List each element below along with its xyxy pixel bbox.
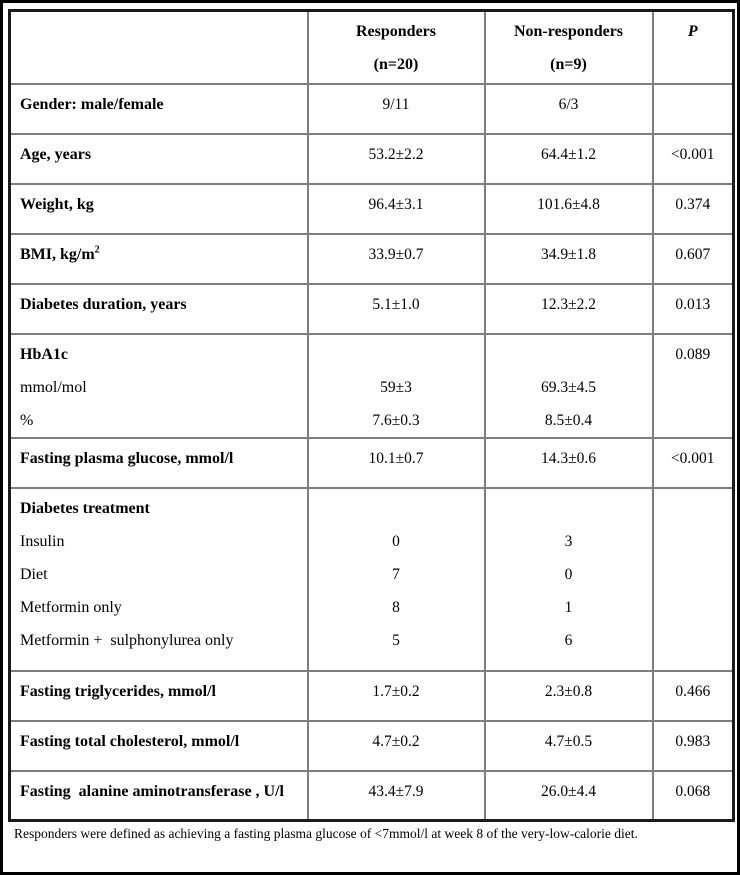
- responders-value: 8: [392, 598, 400, 616]
- row-label: [20, 288, 303, 321]
- non-responders-value-cell: [485, 184, 653, 234]
- responders-value-cell: [308, 84, 485, 134]
- non-responders-value: 8.5±0.4: [544, 411, 593, 429]
- header-non-responders-cell: [485, 11, 653, 84]
- row-label: [20, 188, 303, 221]
- row-label-text: Gender: male/female: [20, 95, 164, 113]
- responders-value-cell: [308, 721, 485, 771]
- non-responders-value: 1: [564, 598, 573, 616]
- row-label-cell: [10, 438, 308, 488]
- row-label-text: Insulin: [20, 532, 65, 550]
- responders-value: 59±3: [380, 378, 412, 396]
- responders-value: 7: [392, 565, 400, 583]
- non-responders-value: 12.3±2.2: [540, 295, 596, 313]
- p-value: [658, 88, 729, 121]
- responders-value: 1.7±0.2: [372, 682, 420, 700]
- non-responders-value: 14.3±0.6: [540, 449, 596, 467]
- p-value: [658, 492, 729, 525]
- p-value-cell: [653, 184, 734, 234]
- non-responders-value: 34.9±1.8: [540, 245, 596, 263]
- p-value-cell: [653, 771, 734, 821]
- row-label-cell: [10, 184, 308, 234]
- p-value-cell: [653, 234, 734, 284]
- row-label-text: mmol/mol: [20, 378, 87, 396]
- p-value-cell: [653, 84, 734, 134]
- responders-value: 5.1±1.0: [372, 295, 420, 313]
- responders-value: 9/11: [382, 95, 410, 113]
- responders-value: 43.4±7.9: [368, 782, 424, 800]
- row-label-cell: [10, 488, 308, 671]
- responders-value-cell: [308, 284, 485, 334]
- responders-value: [313, 492, 480, 525]
- non-responders-value: [490, 492, 648, 525]
- table-row: [10, 184, 734, 234]
- header-responders-cell: [308, 11, 485, 84]
- non-responders-value: 101.6±4.8: [537, 195, 600, 213]
- header-responders-n: (n=20): [373, 56, 419, 73]
- p-value-cell: [653, 721, 734, 771]
- p-value: <0.001: [670, 145, 715, 163]
- table-row: [10, 234, 734, 284]
- p-value-cell: [653, 488, 734, 671]
- responders-value: 33.9±0.7: [368, 245, 424, 263]
- table-row: [10, 84, 734, 134]
- baseline-characteristics-table: [8, 9, 735, 822]
- p-value: 0.089: [675, 345, 711, 363]
- row-label-text: Diet: [20, 565, 48, 583]
- table-row: [10, 771, 734, 821]
- non-responders-value-cell: [485, 721, 653, 771]
- row-label-text: BMI, kg/m: [20, 245, 95, 263]
- responders-value-cell: [308, 671, 485, 721]
- responders-value-cell: [308, 438, 485, 488]
- row-label: [20, 88, 303, 121]
- row-label-text: Age, years: [20, 145, 92, 163]
- table-header-row: [10, 11, 734, 84]
- row-label: [20, 238, 303, 271]
- table-row: [10, 671, 734, 721]
- row-label-text: Metformin + sulphonylurea only: [20, 631, 234, 649]
- row-label: [20, 404, 303, 437]
- table-body: [10, 84, 734, 821]
- p-value: 0.013: [675, 295, 711, 313]
- responders-value: 53.2±2.2: [368, 145, 424, 163]
- row-label: [20, 558, 303, 591]
- non-responders-value: 2.3±0.8: [544, 682, 593, 700]
- non-responders-value-cell: [485, 134, 653, 184]
- responders-value-cell: [308, 334, 485, 438]
- row-label-cell: [10, 671, 308, 721]
- row-label-text: Fasting total cholesterol, mmol/l: [20, 732, 240, 750]
- row-label-cell: [10, 84, 308, 134]
- non-responders-value-cell: [485, 234, 653, 284]
- row-label-text: Diabetes treatment: [20, 499, 150, 517]
- responders-value: 5: [392, 631, 400, 649]
- row-label: [20, 138, 303, 171]
- p-value: 0.983: [675, 732, 711, 750]
- non-responders-value-cell: [485, 438, 653, 488]
- row-label-text: %: [20, 411, 34, 429]
- row-label-cell: [10, 284, 308, 334]
- non-responders-value: 6/3: [558, 95, 579, 113]
- responders-value: 0: [392, 532, 400, 550]
- row-label: [20, 725, 303, 758]
- p-value-cell: [653, 438, 734, 488]
- row-label-text: HbA1c: [20, 345, 68, 363]
- responders-value: [313, 338, 480, 371]
- row-label-text: Fasting plasma glucose, mmol/l: [20, 449, 234, 467]
- table-row: [10, 438, 734, 488]
- p-value: <0.001: [670, 449, 715, 467]
- header-non-responders-n: (n=9): [550, 56, 587, 73]
- p-value: 0.607: [675, 245, 711, 263]
- p-value: 0.374: [675, 195, 711, 213]
- table-row: [10, 334, 734, 438]
- row-label-cell: [10, 234, 308, 284]
- row-label: [20, 525, 303, 558]
- header-p-cell: [653, 11, 734, 84]
- row-label: [20, 624, 303, 657]
- non-responders-value-cell: [485, 671, 653, 721]
- header-empty-cell: [10, 11, 308, 84]
- table-row: [10, 721, 734, 771]
- non-responders-value: 4.7±0.5: [544, 732, 593, 750]
- table-row: [10, 284, 734, 334]
- responders-value-cell: [308, 771, 485, 821]
- row-label: [20, 775, 303, 808]
- row-label-text: Weight, kg: [20, 195, 94, 213]
- table-row: [10, 488, 734, 671]
- responders-value: 96.4±3.1: [368, 195, 424, 213]
- row-label: [20, 591, 303, 624]
- responders-value: 7.6±0.3: [372, 411, 420, 429]
- header-non-responders-label: Non-responders: [513, 23, 624, 40]
- row-label-text: Fasting triglycerides, mmol/l: [20, 682, 216, 700]
- row-label-text: Metformin only: [20, 598, 122, 616]
- p-value: 0.466: [675, 682, 711, 700]
- p-value-cell: [653, 334, 734, 438]
- table-footnote: Responders were defined as achieving a fasting plasma glucose of <7mmol/l at week 8 of the very-low-calorie diet.: [14, 826, 638, 841]
- non-responders-value-cell: [485, 334, 653, 438]
- header-p-label: P: [687, 23, 698, 40]
- non-responders-value: 0: [564, 565, 573, 583]
- header-responders-label: Responders: [355, 23, 436, 40]
- non-responders-value: 26.0±4.4: [540, 782, 596, 800]
- responders-value: 10.1±0.7: [368, 449, 424, 467]
- row-label-text: Diabetes duration, years: [20, 295, 187, 313]
- responders-value-cell: [308, 134, 485, 184]
- responders-value-cell: [308, 184, 485, 234]
- non-responders-value: [490, 338, 648, 371]
- p-value-cell: [653, 284, 734, 334]
- p-value-cell: [653, 134, 734, 184]
- non-responders-value-cell: [485, 284, 653, 334]
- responders-value: 4.7±0.2: [372, 732, 420, 750]
- row-label-superscript: 2: [94, 244, 100, 256]
- responders-value-cell: [308, 488, 485, 671]
- row-label: [20, 675, 303, 708]
- p-value-cell: [653, 671, 734, 721]
- non-responders-value-cell: [485, 84, 653, 134]
- row-label: [20, 442, 303, 475]
- non-responders-value: 64.4±1.2: [540, 145, 596, 163]
- row-label-cell: [10, 721, 308, 771]
- row-label-cell: [10, 134, 308, 184]
- row-label: [20, 371, 303, 404]
- row-label: [20, 492, 303, 525]
- row-label-cell: [10, 771, 308, 821]
- responders-value-cell: [308, 234, 485, 284]
- non-responders-value-cell: [485, 488, 653, 671]
- row-label-text: Fasting alanine aminotransferase , U/l: [20, 782, 284, 800]
- table-row: [10, 134, 734, 184]
- non-responders-value: 6: [564, 631, 573, 649]
- non-responders-value: 69.3±4.5: [540, 378, 596, 396]
- non-responders-value: 3: [564, 532, 573, 550]
- row-label-cell: [10, 334, 308, 438]
- p-value: 0.068: [675, 782, 711, 800]
- non-responders-value-cell: [485, 771, 653, 821]
- row-label: [20, 338, 303, 371]
